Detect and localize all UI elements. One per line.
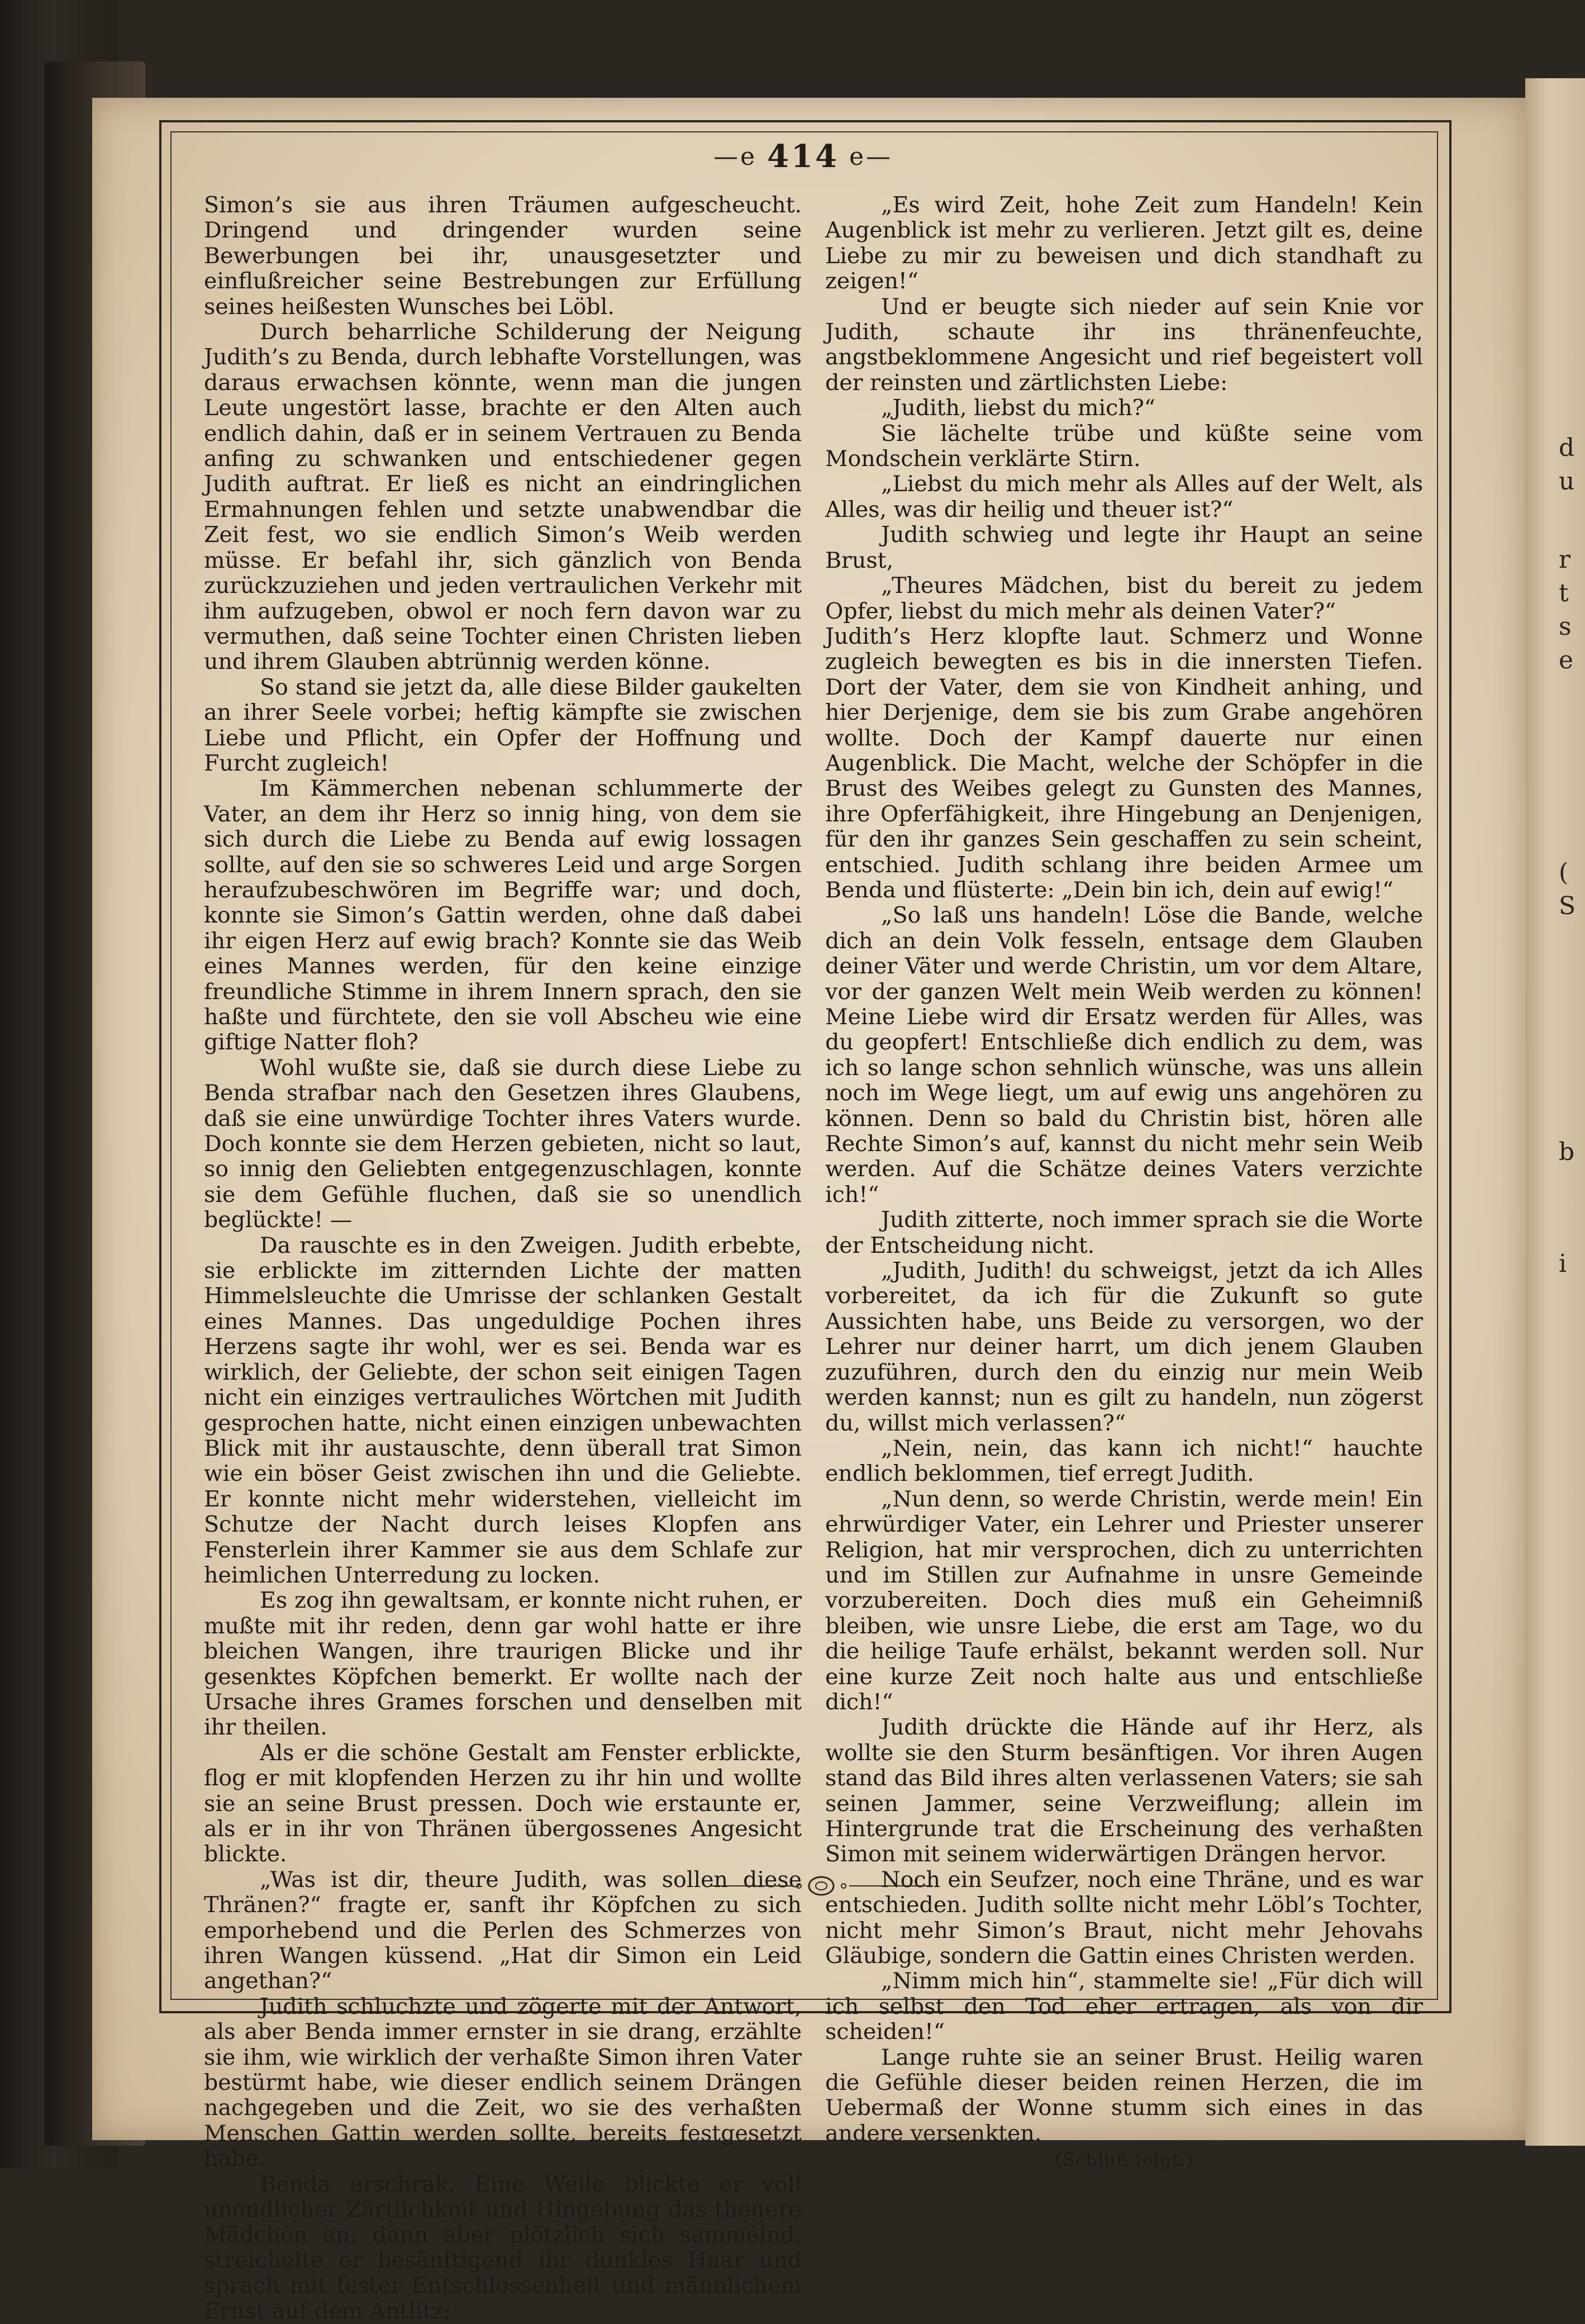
adjacent-page-letter: u — [1559, 467, 1575, 496]
page-header — [170, 134, 1436, 179]
left-column-paragraph: Es zog ihn gewaltsam, er konnte nicht ruhen, er mußte mit ihr reden, denn gar wohl hatte er ihre bleichen Wangen, ihre traurigen Blicke und ihr gesenktes Köpfchen bemerkt. Er wollte nach der Ursache ihres Grames forschen und denselben mit ihr theilen. — [204, 1588, 802, 1741]
left-column-paragraph: So stand sie jetzt da, alle diese Bilder gaukelten an ihrer Seele vorbei; heftig kämpfte sie zwischen Liebe und Pflicht, ein Opfer der Hoffnung und Furcht zugleich! — [204, 674, 802, 776]
adjacent-page-letter: d — [1559, 434, 1575, 462]
right-column-paragraph: „Nun denn, so werde Christin, werde mein! Ein ehrwürdiger Vater, ein Lehrer und Priester unserer Religion, hat mir versprochen, dich zu unterrichten und im Stillen zur Aufnahme in unsre Gemeinde vorzubereiten. Doch dies muß ein Geheimniß bleiben, wie unsre Liebe, die erst am Tage, wo du die heilige Taufe erhälst, bekannt werden soll. Nur eine kurze Zeit noch halte aus und entschließe dich!“ — [825, 1486, 1423, 1715]
left-column-paragraph: Als er die schöne Gestalt am Fenster erblickte, flog er mit klopfenden Herzen zu ihr hin und wollte sie an seine Brust pressen. Doch wie erstaunte er, als er in ihr von Thränen übergossenes Angesicht blickte. — [204, 1740, 802, 1867]
left-column-paragraph: Im Kämmerchen nebenan schlummerte der Vater, an dem ihr Herz so innig hing, von dem sie sich durch die Liebe zu Benda auf ewig lossagen sollte, auf den sie so schweres Leid und arge Sorgen heraufzubeschwören im Begriffe war; und doch, konnte sie Simon’s Gattin werden, ohne daß dabei ihr eigen Herz auf ewig brach? Konnte sie das Weib eines Mannes werden, für den keine einzige freundliche Stimme in ihrem Innern sprach, den sie haßte und fürchtete, den sie voll Abscheu wie eine giftige Natter floh? — [204, 776, 802, 1056]
right-column-paragraph: Judith drückte die Hände auf ihr Herz, als wollte sie den Sturm besänftigen. Vor ihren Augen stand das Bild ihres alten verlassenen Vaters; sie sah seinen Jammer, seine Verzweiflung; allein im Hintergrunde trat die Erscheinung des verhaßten Simon mit seinem widerwärtigen Drängen hervor. — [825, 1714, 1423, 1867]
left-column-paragraph: Wohl wußte sie, daß sie durch diese Liebe zu Benda strafbar nach den Gesetzen ihres Glaubens, daß sie eine unwürdige Tochter ihres Vaters wurde. Doch konnte sie dem Herzen gebieten, nicht so laut, so innig den Geliebten entgegenzuschlagen, konnte sie dem Gefühle fluchen, daß sie so unendlich beglückte! — — [204, 1054, 802, 1233]
left-column-paragraph: Durch beharrliche Schilderung der Neigung Judith’s zu Benda, durch lebhafte Vorstellungen, was daraus erwachsen könnte, wenn man die jungen Leute ungestört lasse, brachte er den Alten auch endlich dahin, daß er in seinem Vertrauen zu Benda anfing zu schwanken und entschiedener gegen Judith auftrat. Er ließ es nicht an eindringlichen Ermahnungen fehlen und setzte unabwendbar die Zeit fest, wo sie endlich Simon’s Weib werden müsse. Er befahl ihr, sich gänzlich von Benda zurückzuziehen und jeden vertraulichen Verkehr mit ihm aufzugeben, obwol er noch fern davon war zu vermuthen, daß seine Tochter einen Christen lieben und ihrem Glauben abtrünnig werden könne. — [204, 319, 802, 675]
header-ornament-left: —e — [713, 142, 758, 171]
end-ornament — [710, 1869, 933, 1903]
right-column-paragraph: „Theures Mädchen, bist du bereit zu jedem Opfer, liebst du mich mehr als deinen Vater?“ — [825, 573, 1423, 624]
adjacent-page-letter: r — [1559, 545, 1571, 574]
right-column-paragraph: Sie lächelte trübe und küßte seine vom Mondschein verklärte Stirn. — [825, 420, 1423, 472]
right-column-paragraph: „Es wird Zeit, hohe Zeit zum Handeln! Kein Augenblick ist mehr zu verlieren. Jetzt gilt es, deine Liebe zu mir zu beweisen und dich standhaft zu zeigen!“ — [825, 192, 1423, 294]
right-column-paragraph: Judith schwieg und legte ihr Haupt an seine Brust, — [825, 522, 1423, 573]
page-number: 414 — [767, 138, 839, 175]
header-ornament-right: e— — [849, 142, 893, 171]
right-column-paragraph: Judith zitterte, noch immer sprach sie die Worte der Entscheidung nicht. — [825, 1207, 1423, 1258]
right-column-paragraph: „Nein, nein, das kann ich nicht!“ hauchte endlich beklommen, tief erregt Judith. — [825, 1435, 1423, 1487]
left-column — [204, 193, 802, 2324]
adjacent-page-letter: S — [1559, 892, 1576, 920]
left-column-paragraph: Simon’s sie aus ihren Träumen aufgescheucht. Dringend und dringender wurden seine Bewerbungen bei ihr, unausgesetzter und einflußreicher seine Bestrebungen zur Erfüllung seines heißesten Wunsches bei Löbl. — [204, 192, 802, 320]
adjacent-page-edge — [1525, 78, 1585, 2146]
adjacent-page-letter: b — [1559, 1138, 1575, 1166]
right-column-paragraph: „Liebst du mich mehr als Alles auf der Welt, als Alles, was dir heilig und theuer ist?“ — [825, 471, 1423, 522]
right-column-paragraph: „Judith, liebst du mich?“ — [881, 395, 1156, 421]
left-column-paragraph: Da rauschte es in den Zweigen. Judith erbebte, sie erblickte im zitternden Lichte der matten Himmelsleuchte die Umrisse der schlanken Gestalt eines Mannes. Das ungeduldige Pochen ihres Herzens sagte ihr wohl, wer es sei. Benda war es wirklich, der Geliebte, der schon seit einigen Tagen nicht ein einziges vertrauliches Wörtchen mit Judith gesprochen hatte, nicht einen einzigen unbewachten Blick mit ihr austauschte, denn überall trat Simon wie ein böser Geist zwischen ihn und die Geliebte. Er konnte nicht mehr widerstehen, vielleicht im Schutze der Nacht durch leises Klopfen ans Fensterlein ihrer Kammer sie aus dem Schlafe zur heimlichen Unterredung zu locken. — [204, 1232, 802, 1588]
left-column-paragraph: Judith schluchzte und zögerte mit der Antwort, als aber Benda immer ernster in sie drang, erzählte sie ihm, wie wirklich der verhaßte Simon ihren Vater bestürmt habe, wie dieser endlich seinem Drängen nachgegeben und die Zeit, wo sie des verhaßten Menschen Gattin werden sollte, bereits festgesetzt habe. — [204, 1993, 802, 2172]
adjacent-page-letter: i — [1559, 1249, 1567, 1278]
right-column-paragraph: Lange ruhte sie an seiner Brust. Heilig waren die Gefühle dieser beiden reinen Herzen, die im Uebermaß der Wonne stumm sich eines in das andere versenkten. — [825, 2044, 1423, 2146]
right-column-paragraph: Noch ein Seufzer, noch eine Thräne, und es war entschieden. Judith sollte nicht mehr Löbl’s Tochter, nicht mehr Simon’s Braut, nicht mehr Jehovahs Gläubige, sondern die Gattin eines Christen werden. — [825, 1866, 1423, 1969]
right-column-paragraph: „Nimm mich hin“, stammelte sie! „Für dich will ich selbst den Tod eher ertragen, als von dir scheiden!“ — [825, 1968, 1423, 2045]
adjacent-page-letter: e — [1559, 646, 1574, 674]
continuation-note: (Schluß folgt.) — [1055, 2149, 1193, 2171]
right-column-paragraph: „Judith, Judith! du schweigst, jetzt da ich Alles vorbereitet, da ich für die Zukunft so gute Aussichten habe, uns Beide zu versorgen, wo der Lehrer nur deiner harrt, um dich jenem Glauben zuzuführen, durch den du einzig nur mein Weib werden kannst; nun es gilt zu handeln, nun zögerst du, willst mich verlassen?“ — [825, 1258, 1423, 1436]
left-column-paragraph: Benda erschrak. Eine Weile blickte er voll unendlicher Zärtlichkeit und Hingebung das theuere Mädchen an; dann aber plötzlich sich sammelnd, streichelte er besänftigend ihr dunkles Haar und sprach mit fester Entschlossenheit und männlichem Ernst auf dem Antlitz: — [204, 2171, 802, 2324]
right-column-paragraph: Und er beugte sich nieder auf sein Knie vor Judith, schaute ihr ins thränenfeuchte, angstbeklommene Angesicht und rief begeistert voll der reinsten und zärtlichsten Liebe: — [825, 293, 1423, 396]
right-column-paragraph: „So laß uns handeln! Löse die Bande, welche dich an dein Volk fesseln, entsage dem Glauben deiner Väter und werde Christin, um vor dem Altare, vor der ganzen Welt mein Weib werden zu können! Meine Liebe wird dir Ersatz werden für Alles, was du geopfert! Entschließe dich endlich zu dem, was ich so lange schon sehnlich wünsche, was uns allein noch im Wege liegt, um auf ewig uns angehören zu können. Denn so bald du Christin bist, hören alle Rechte Simon’s auf, kannst du nicht mehr sein Weib werden. Auf die Schätze deines Vaters verzichte ich!“ — [825, 902, 1423, 1208]
adjacent-page-letter: t — [1559, 579, 1569, 607]
right-column-paragraph: Judith’s Herz klopfte laut. Schmerz und Wonne zugleich bewegten es bis in die innersten Tiefen. Dort der Vater, dem sie von Kindheit anhing, und hier Derjenige, dem sie bis zum Grabe angehören wollte. Doch der Kampf dauerte nur einen Augenblick. Die Macht, welche der Schöpfer in die Brust des Weibes gelegt zu Gunsten des Mannes, ihre Opferfähigkeit, ihre Hingebung an Denjenigen, für den ihr ganzes Sein geschaffen zu sein scheint, entschied. Judith schlang ihre beiden Armee um Benda und flüsterte: „Dein bin ich, dein auf ewig!“ — [825, 623, 1423, 903]
adjacent-page-letter: ( — [1559, 858, 1569, 887]
adjacent-page-letter: s — [1559, 612, 1572, 641]
left-column-paragraph: „Was ist dir, theure Judith, was sollen diese Thränen?“ fragte er, sanft ihr Köpfchen zu sich emporhebend und die Perlen des Schmerzes von ihren Wangen küssend. „Hat dir Simon ein Leid angethan?“ — [204, 1866, 802, 1994]
